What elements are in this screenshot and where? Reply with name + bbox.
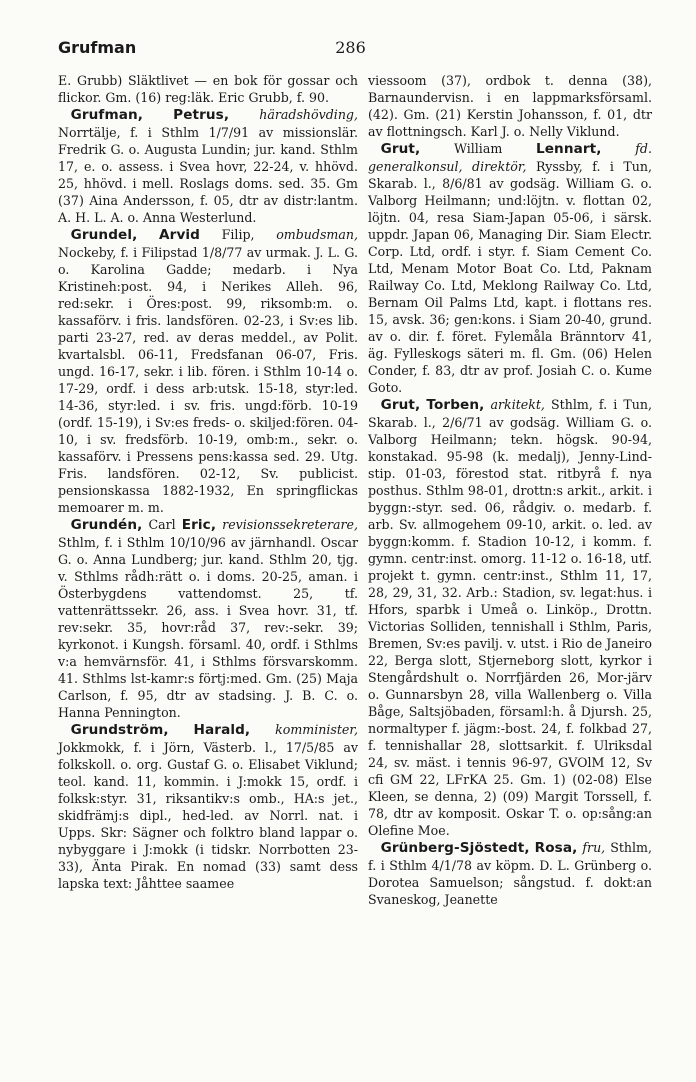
entry-surname: Grut, [380, 397, 421, 413]
entry-text: Sthlm, f. i Sthlm 10/10/96 av järnhandl. Oscar G. o. Anna Lundberg; jur. kand. Sthlm 20, tjg. v. Sthlms rådh:rätt o. i doms. 20-25, aman. i Österbygdens vattendomst. 25, tf. vattenrättssekr. 26, ass. i Svea hovr. 31, tf. rev:sekr. 35, hovr:råd 37, rev:-sekr. 39; kyrkonot. i Kungsh. församl. 40, ordf. i Sthlms v:a hemvärnsför. 41, i Sthlms försvarskomm. 41. Sthlms lst-kamr:s förtj:med. Gm. (25) Maja Carlson, f. 95, dtr av stadsing. J. B. C. o. Hanna Pennington. [58, 535, 358, 720]
entry-title: häradshövding, [259, 107, 358, 122]
entry-surname: Grundén, [70, 517, 143, 533]
entry-grufman-petrus [58, 106, 358, 226]
entry-given-name: William [453, 141, 503, 156]
entry-title: fru, [582, 840, 606, 855]
entry-surname: Grünberg-Sjöstedt, [380, 840, 530, 856]
entry-title: komminister, [275, 722, 358, 737]
page-number: 286 [335, 38, 366, 57]
entry-title: fd. generalkonsul, direktör, [368, 141, 652, 174]
entry-grundel-arvid [58, 226, 358, 516]
entry-given-bold: Lennart, [535, 141, 602, 157]
entry-given-name: Carl [148, 517, 176, 532]
entry-given-name: Torben, [426, 397, 485, 413]
entry-given-name: Petrus, [173, 107, 230, 123]
entry-surname: Grundström, [70, 722, 169, 738]
entry-surname: Grut, [380, 141, 421, 157]
entry-surname: Grufman, [70, 107, 144, 123]
entry-text: Sthlm, f. i Sthlm 4/1/78 av köpm. D. L. Grünberg o. Dorotea Samuelson; sångstud. f. dokt:an Svaneskog, Jeanette [368, 840, 652, 907]
entry-text: E. Grubb) Släktlivet — en bok för gossar och flickor. Gm. (16) reg:läk. Eric Grubb, f. 90. [58, 73, 358, 105]
entry-grut-lennart [368, 140, 652, 396]
running-head: Grufman [58, 38, 137, 57]
entry-continuation [58, 72, 358, 106]
entry-continuation [368, 72, 652, 140]
entry-given-bold: Eric, [181, 517, 217, 533]
entry-grut-torben [368, 396, 652, 839]
entry-given-name: Arvid [159, 227, 201, 243]
entry-given-name: Rosa, [534, 840, 578, 856]
entry-given-rest: Filip, [221, 227, 255, 242]
page-header [58, 38, 643, 62]
entry-title: ombudsman, [276, 227, 358, 242]
entry-given-name: Harald, [193, 722, 251, 738]
entry-grunden-eric [58, 516, 358, 721]
entry-text: Jokkmokk, f. i Jörn, Västerb. l., 17/5/85 av folkskoll. o. org. Gustaf G. o. Elisabet Viklund; teol. kand. 11, kommin. i J:mokk 15, ordf. i folksk:styr. 31, riksantikv:s omb., HA:s jet., skidfrämj:s dipl., hed-led. av Norrl. nat. i Upps. Skr: Sägner och folktro bland lappar o. nybyggare i J:mokk (i tidskr. Norrbotten 23-33), Änta Pirak. En nomad (33) samt dess lapska text: Jåhttee saamee [58, 740, 358, 891]
entry-text: Ryssby, f. i Tun, Skarab. l., 8/6/81 av godsäg. William G. o. Valborg Heilmann; und:löjtn. v. flottan 02, löjtn. 04, resa Siam-Japan 05-06, i särsk. uppdr. Japan 06, Managing Dir. Siam Electr. Corp. Ltd, ordf. i styr. f. Siam Cement Co. Ltd, Menam Motor Boat Co. Ltd, Paknam Railway Co. Ltd, Meklong Railway Co. Ltd, Bernam Oil Palms Ltd, kapt. i flottans res. 15, avsk. 36; gen:kons. i Siam 20-40, grund. av o. dir. f. föret. Fylemåla Bränntorv 41, äg. Fylleskogs säteri m. fl. Gm. (06) Helen Conder, f. 83, dtr av prof. Josiah C. o. Kume Goto. [368, 159, 653, 395]
entry-title: revisionssekreterare, [222, 517, 358, 532]
entry-text: Norrtälje, f. i Sthlm 1/7/91 av missionslär. Fredrik G. o. Augusta Lundin; jur. kand. Sthlm 17, e. o. assess. i Svea hovr, 22-24, v. hhövd. 25, hhövd. i mell. Roslags doms. sed. 35. Gm (37) Aina Andersson, f. 05, dtr av distr:lantm. A. H. L. A. o. Anna Westerlund. [58, 125, 358, 225]
entry-surname: Grundel, [70, 227, 138, 243]
entry-title: arkitekt, [490, 397, 545, 412]
entry-grundstrom-harald [58, 721, 358, 892]
entry-text: Sthlm, f. i Tun, Skarab. l., 2/6/71 av godsäg. William G. o. Valborg Heilmann; tekn. högsk. 90-94, konstakad. 95-98 (k. medalj), Jenny-Lind-stip. 01-03, förestod stat. ritbyrå f. nya posthus. Sthlm 98-01, drottn:s arkit., arkit. i byggn:-styr. sed. 06, rådgiv. o. medarb. f. arb. Sv. allmogehem 09-10, arkit. o. led. av byggn:komm. f. Stadion 10-12, i komm. f. gymn. centr:inst. omorg. 11-12 o. 16-18, utf. projekt t. gymn. centr:inst., Sthlm 11, 17, 28, 29, 31, 32. Arb.: Stadion, sv. legat:hus. i Hfors, sparbk i Umeå o. Linköp., Drottn. Victorias Solliden, tennishall i Sthlm, Paris, Bremen, Sv:es pavilj. v. utst. i Rio de Janeiro 22, Berga slott, Stjerneborg slott, kyrkor i Stengårdshult o. Norrfjärden 26, Mor-järv o. Gunnarsbyn 28, villa Wallenberg o. Villa Båge, Saltsjöbaden, församl:h. å Djursh. 25, normaltyper f. jägm:-bost. 24, f. folkbad 27, f. tennishallar 28, slottsarkit. f. Ulriksdal 24, sv. mäst. i tennis 96-97, GVOlM 12, Sv cfi GM 22, LFrKA 25. Gm. 1) (02-08) Else Kleen, se denna, 2) (09) Margit Torssell, f. 78, dtr av komposit. Oskar T. o. op:sång:an Olefine Moe. [368, 397, 652, 838]
entry-grunberg-sjostedt-rosa [368, 839, 652, 908]
entry-text: Nockeby, f. i Filipstad 1/8/77 av urmak. J. L. G. o. Karolina Gadde; medarb. i Nya Kristineh:post. 94, i Nerikes Alleh. 96, red:sekr. i Öres:post. 99, riksomb:m. o. kassaförv. i fris. landsfören. 02-23, i Sv:es lib. parti 23-27, red. av deras meddel., av Polit. kvartalsbl. 06-11, Fredsfanan 06-07, Fris. ungd. 16-17, sekr. i lib. fören. i Sthlm 10-14 o. 17-29, ordf. i dess arb:utsk. 15-18, styr:led. 14-36, styr:led. i sv. fris. ungd:förb. 10-19 (ordf. 15-19), i Sv:es freds- o. skiljed:fören. 04-10, i sv. fredsförb. 10-19, omb:m., sekr. o. kassaförv. i Pressens pens:kassa sed. 29. Utg. Fris. landsfören. 02-12, Sv. publicist. pensionskassa 1882-1932, En springflickas memoarer m. m. [58, 245, 358, 515]
entry-text: viessoom (37), ordbok t. denna (38), Barnaundervisn. i en lappmarksförsaml. (42). Gm. (21) Kerstin Johansson, f. 01, dtr av flottningsch. Karl J. o. Nelly Viklund. [368, 73, 652, 139]
right-column [368, 72, 652, 908]
left-column [58, 72, 358, 892]
